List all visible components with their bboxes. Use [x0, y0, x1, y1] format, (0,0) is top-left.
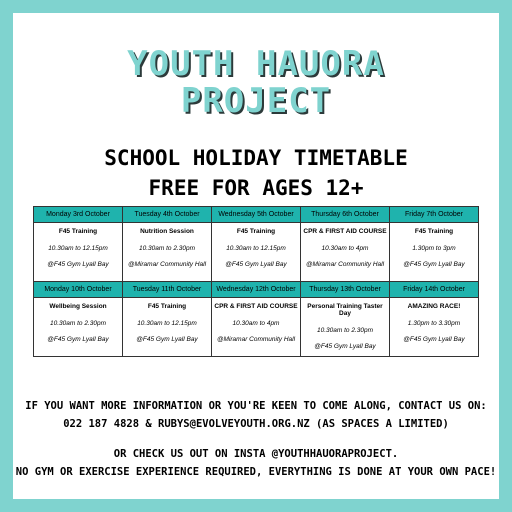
activity-cell: [212, 223, 301, 282]
insta-line: OR CHECK US OUT ON INSTA @YOUTHHAUORAPROJECT.: [113, 448, 399, 460]
activity-time: 1.30pm to 3.30pm: [407, 320, 461, 327]
activity-time: 10.30am to 12.15pm: [48, 245, 108, 252]
activity-location: @F45 Gym Lyall Bay: [47, 336, 109, 343]
activity-name: CPR & FIRST AID COURSE: [214, 303, 298, 310]
activity-time: 10.30am to 2.30pm: [49, 320, 106, 327]
day-header: Tuesday 4th October: [123, 207, 212, 223]
activity-time: 10.30am to 2.30pm: [138, 245, 195, 252]
activity-location: @Miramar Community Hall: [305, 261, 385, 268]
activity-time: 10.30am to 4pm: [232, 320, 280, 327]
activity-time: 10.30am to 2.30pm: [316, 327, 373, 334]
day-header: Wednesday 5th October: [212, 207, 301, 223]
activity-time: 10.30am to 12.15pm: [137, 320, 197, 327]
week2-activity-row: [34, 298, 479, 357]
activity-location: @F45 Gym Lyall Bay: [403, 336, 465, 343]
activity-time: 1.30pm to 3pm: [412, 245, 456, 252]
activity-name: CPR & FIRST AID COURSE: [303, 228, 387, 235]
activity-name: F45 Training: [147, 303, 187, 310]
poster-card: [13, 13, 499, 499]
activity-cell: [301, 223, 390, 282]
activity-location: @F45 Gym Lyall Bay: [136, 336, 198, 343]
day-header: Wednesday 12th October: [212, 282, 301, 298]
activity-time: 10.30am to 4pm: [321, 245, 369, 252]
age-info: FREE FOR AGES 12+: [148, 176, 364, 200]
activity-name: F45 Training: [414, 228, 454, 235]
day-header: Tuesday 11th October: [123, 282, 212, 298]
title-line-2: PROJECT: [180, 81, 332, 121]
activity-cell: [34, 223, 123, 282]
activity-cell: [123, 223, 212, 282]
activity-cell: [34, 298, 123, 357]
activity-name: AMAZING RACE!: [407, 303, 461, 310]
activity-cell: [301, 298, 390, 357]
timetable: [33, 206, 479, 357]
experience-line: NO GYM OR EXERCISE EXPERIENCE REQUIRED, EVERYTHING IS DONE AT YOUR OWN PACE!: [15, 466, 497, 478]
week1-activity-row: [34, 223, 479, 282]
activity-name: Nutrition Session: [140, 228, 194, 235]
day-header: Thursday 13th October: [301, 282, 390, 298]
day-header: Monday 3rd October: [34, 207, 123, 223]
activity-name: Personal Training Taster Day: [307, 303, 383, 317]
week2-header-row: [34, 282, 479, 298]
day-header: Monday 10th October: [34, 282, 123, 298]
activity-cell: [212, 298, 301, 357]
activity-name: Wellbeing Session: [49, 303, 107, 310]
activity-cell: [123, 298, 212, 357]
activity-location: @F45 Gym Lyall Bay: [225, 261, 287, 268]
day-header: Thursday 6th October: [301, 207, 390, 223]
contact-line-1: IF YOU WANT MORE INFORMATION OR YOU'RE KEEN TO COME ALONG, CONTACT US ON:: [25, 400, 487, 412]
day-header: Friday 7th October: [390, 207, 479, 223]
activity-cell: [390, 298, 479, 357]
subtitle: SCHOOL HOLIDAY TIMETABLE: [104, 146, 408, 170]
day-header: Friday 14th October: [390, 282, 479, 298]
activity-time: 10.30am to 12.15pm: [226, 245, 286, 252]
week1-header-row: [34, 207, 479, 223]
activity-name: F45 Training: [58, 228, 98, 235]
contact-info: [13, 397, 499, 433]
activity-location: @Miramar Community Hall: [127, 261, 207, 268]
activity-location: @Miramar Community Hall: [216, 336, 296, 343]
contact-line-2: 022 187 4828 & RUBYS@EVOLVEYOUTH.ORG.NZ (AS SPACES A LIMITED): [63, 418, 449, 430]
activity-cell: [390, 223, 479, 282]
activity-location: @F45 Gym Lyall Bay: [403, 261, 465, 268]
title-line-1: YOUTH HAUORA: [127, 44, 385, 84]
activity-name: F45 Training: [236, 228, 276, 235]
activity-location: @F45 Gym Lyall Bay: [314, 343, 376, 350]
insta-info: [13, 445, 499, 481]
activity-location: @F45 Gym Lyall Bay: [47, 261, 109, 268]
